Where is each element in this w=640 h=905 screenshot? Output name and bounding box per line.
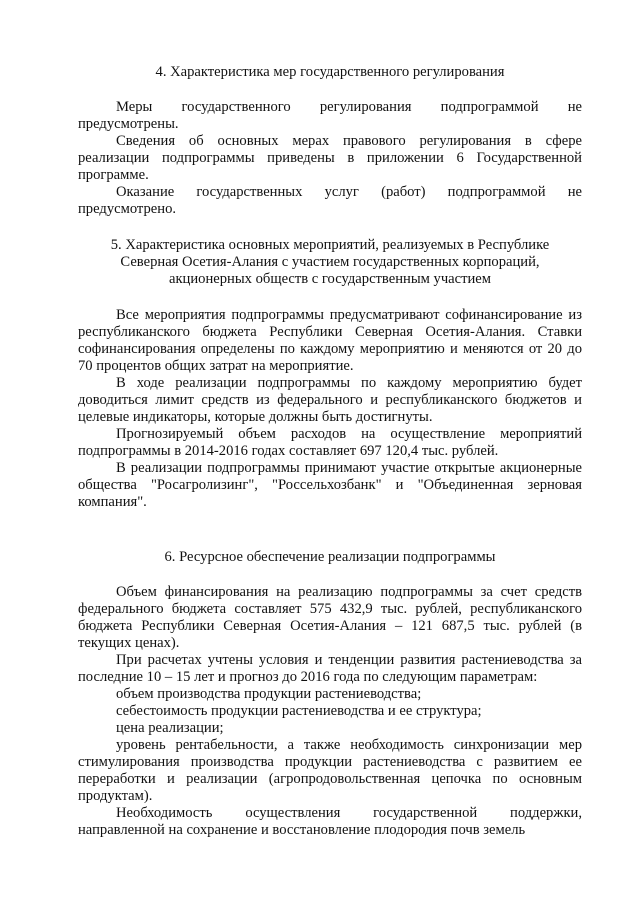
section-5-title-line-1: 5. Характеристика основных мероприятий, реализуемых в Республике bbox=[110, 237, 550, 253]
section-5-title-line-3: акционерных обществ с государственным участием bbox=[168, 271, 492, 287]
section-6-list-item-1: объем производства продукции растениеводства; bbox=[116, 686, 422, 702]
section-5-paragraph-4: В реализации подпрограммы принимают участие открытые акционерные общества "Росагролизинг", "Россельхозбанк" и "Объединенная зерновая компания". bbox=[78, 460, 582, 510]
section-6-title: 6. Ресурсное обеспечение реализации подпрограммы bbox=[164, 549, 496, 565]
section-6-list-item-2: себестоимость продукции растениеводства и ее структура; bbox=[116, 703, 482, 719]
section-6-paragraph-1: Объем финансирования на реализацию подпрограммы за счет средств федерального бюджета составляет 575 432,9 тыс. рублей, республиканского бюджета Республики Северная Осетия-Алания – 121 687,5 тыс. рублей (в текущих ценах). bbox=[78, 584, 582, 651]
section-4-title: 4. Характеристика мер государственного регулирования bbox=[155, 64, 505, 80]
section-6-paragraph-2: При расчетах учтены условия и тенденции развития растениеводства за последние 10 – 15 лет и прогноз до 2016 года по следующим параметрам: bbox=[78, 652, 582, 685]
section-5-paragraph-2: В ходе реализации подпрограммы по каждому мероприятию будет доводиться лимит средств из федерального и республиканского бюджетов и целевые индикаторы, которые должны быть достигнуты. bbox=[78, 375, 582, 425]
section-5-title-line-2: Северная Осетия-Алания с участием государственных корпораций, bbox=[120, 254, 540, 270]
section-6-list-item-3: цена реализации; bbox=[116, 720, 224, 736]
section-6-paragraph-3: уровень рентабельности, а также необходимость синхронизации мер стимулирования производства продукции растениеводства с развитием ее переработки и реализации (агропродовольственная цепочка по основным продуктам). bbox=[78, 737, 582, 804]
section-4-paragraph-3: Оказание государственных услуг (работ) подпрограммой не предусмотрено. bbox=[78, 184, 582, 217]
section-5-paragraph-3: Прогнозируемый объем расходов на осуществление мероприятий подпрограммы в 2014-2016 годах составляет 697 120,4 тыс. рублей. bbox=[78, 426, 582, 459]
section-5-paragraph-1: Все мероприятия подпрограммы предусматривают софинансирование из республиканского бюджета Республики Северная Осетия-Алания. Ставки софинансирования определены по каждому мероприятию и меняются от 20 до 70 процентов общих затрат на мероприятие. bbox=[78, 307, 582, 374]
section-4-paragraph-2: Сведения об основных мерах правового регулирования в сфере реализации подпрограммы приведены в приложении 6 Государственной программе. bbox=[78, 133, 582, 183]
section-6-paragraph-4: Необходимость осуществления государственной поддержки, направленной на сохранение и восстановление плодородия почв земель bbox=[78, 805, 582, 838]
section-4-paragraph-1: Меры государственного регулирования подпрограммой не предусмотрены. bbox=[78, 99, 582, 132]
